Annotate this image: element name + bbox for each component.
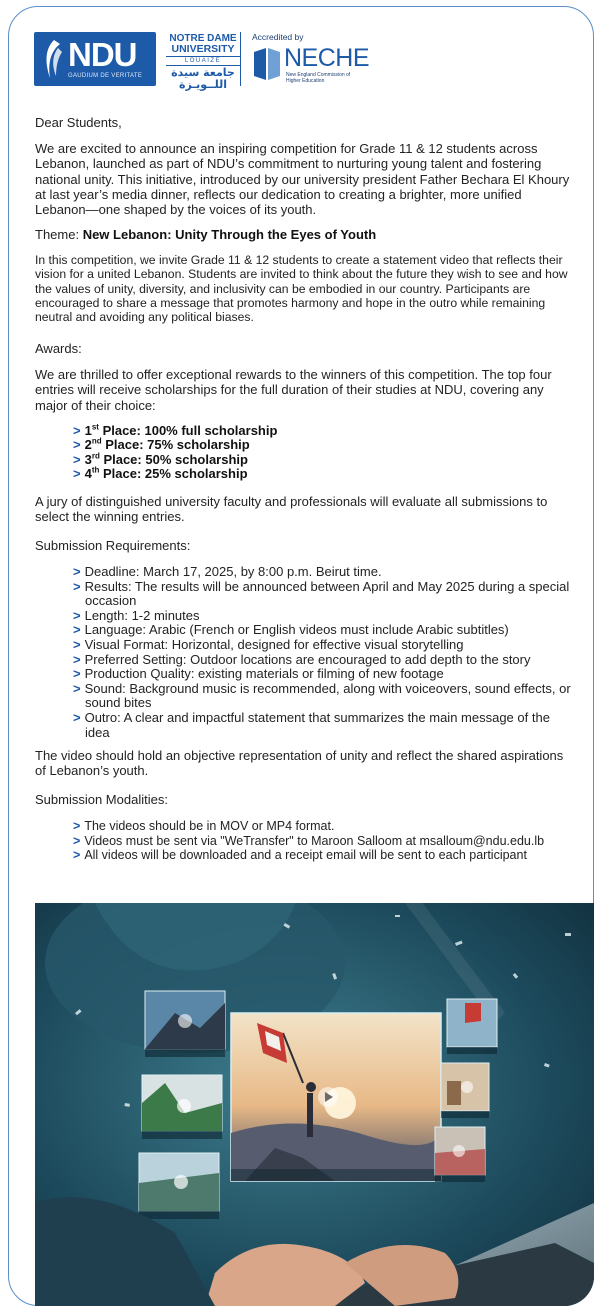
theme-title: New Lebanon: Unity Through the Eyes of Youth <box>82 227 377 242</box>
bullet-arrow-icon: > <box>73 423 81 438</box>
bullet-arrow-icon: > <box>73 833 81 848</box>
requirement-item-text: Language: Arabic (French or English videos must include Arabic subtitles) <box>84 622 509 638</box>
bullet-arrow-icon: > <box>73 680 81 696</box>
bullet-arrow-icon: > <box>73 564 81 579</box>
award-text: Place: 50% scholarship <box>99 451 248 467</box>
requirements-heading: Submission Requirements: <box>35 538 191 553</box>
awards-paragraph: We are thrilled to offer exceptional rewards to the winners of this competition. The top four entries will receive scholarships for the full duration of their studies at NDU, covering any major of their choice: <box>35 367 552 413</box>
neche-book-icon <box>252 46 282 82</box>
uni-arabic-2: اللــويـزة <box>178 78 228 91</box>
bullet-arrow-icon: > <box>73 622 81 638</box>
ndu-wordmark: NDU <box>68 36 137 73</box>
bullet-arrow-icon: > <box>73 578 81 594</box>
award-item <box>73 438 277 452</box>
requirement-item <box>73 580 573 609</box>
description-paragraph: In this competition, we invite Grade 11 & 12 students to create a statement video that reflects their vision for a united Lebanon. Students are invited to think about the future they wish to see and how the values of unity, diversity, and inclusivity can be embodied in our country. Participants are encouraged to share a message that promotes harmony and hope in the outro while remaining neutral and avoiding any political biases. <box>35 253 568 325</box>
theme-line <box>35 227 376 242</box>
bullet-arrow-icon: > <box>73 709 81 725</box>
award-item <box>73 453 277 467</box>
greeting: Dear Students, <box>35 115 122 130</box>
requirement-item <box>73 711 573 740</box>
requirement-item-text: Deadline: March 17, 2025, by 8:00 p.m. Beirut time. <box>84 564 382 579</box>
requirement-item-text: Sound: Background music is recommended, along with voiceovers, sound effects, or sound bites <box>84 680 571 711</box>
video-editing-illustration <box>35 903 594 1306</box>
neche-name: NECHE <box>284 44 370 72</box>
requirement-item <box>73 682 573 711</box>
bullet-arrow-icon: > <box>73 451 81 467</box>
award-text: Place: 75% scholarship <box>101 437 250 453</box>
modality-item <box>73 819 573 834</box>
award-item <box>73 467 277 481</box>
ndu-emblem-icon <box>40 38 64 80</box>
header-divider <box>240 32 241 86</box>
awards-heading: Awards: <box>35 341 82 356</box>
award-rank: 3 <box>84 451 92 467</box>
thumbnail-left-2 <box>142 1075 222 1139</box>
requirement-item-text: Results: The results will be announced between April and May 2025 during a special occasion <box>84 578 570 609</box>
requirement-item <box>73 623 573 638</box>
requirement-item-text: Production Quality: existing materials or filming of new footage <box>84 666 444 682</box>
neche-subtitle: New England Commission of Higher Education <box>286 72 351 84</box>
ndu-logo <box>34 32 156 86</box>
award-rank-suffix: rd <box>91 451 100 461</box>
requirement-item-text: Visual Format: Horizontal, designed for effective visual storytelling <box>84 636 464 652</box>
thumbnail-left-1 <box>145 991 225 1057</box>
uni-line-1: NOTRE DAME <box>169 33 237 44</box>
hero-photo <box>35 903 594 1306</box>
awards-list <box>73 424 277 481</box>
uni-line-2: UNIVERSITY <box>171 43 235 55</box>
award-rank: 4 <box>84 465 92 481</box>
bullet-arrow-icon: > <box>73 651 81 667</box>
university-name <box>160 34 246 90</box>
bullet-arrow-icon: > <box>73 437 81 453</box>
award-text: Place: 100% full scholarship <box>98 423 278 438</box>
thumbnail-right-1 <box>447 999 497 1054</box>
requirement-item-text: Length: 1-2 minutes <box>84 607 200 623</box>
requirement-item-text: Outro: A clear and impactful statement that summarizes the main message of the idea <box>84 709 550 740</box>
modality-item <box>73 834 573 849</box>
bullet-arrow-icon: > <box>73 607 81 623</box>
requirement-item <box>73 565 573 580</box>
thumbnail-right-3 <box>435 1127 485 1182</box>
theme-label: Theme: <box>35 227 83 242</box>
objective-paragraph: The video should hold an objective representation of unity and reflect the shared aspirations of Lebanon’s youth. <box>35 748 564 779</box>
thumbnail-right-2 <box>441 1063 489 1118</box>
bullet-arrow-icon: > <box>73 465 81 481</box>
award-rank-suffix: th <box>91 465 100 475</box>
award-rank: 2 <box>84 437 92 453</box>
modality-item-text: The videos should be in MOV or MP4 format. <box>84 819 335 833</box>
modality-item-text: Videos must be sent via "WeTransfer" to Maroon Salloom at msalloum@ndu.edu.lb <box>84 833 545 848</box>
modality-item-text: All videos will be downloaded and a receipt email will be sent to each participant <box>84 848 527 863</box>
modalities-heading: Submission Modalities: <box>35 792 168 807</box>
requirements-list <box>73 565 573 740</box>
modality-item <box>73 848 573 863</box>
uni-line-3: LOUAIZE <box>166 56 240 66</box>
header <box>34 32 394 91</box>
uni-arabic-1: جامعة سيدة <box>171 66 235 79</box>
requirement-item <box>73 653 573 668</box>
requirement-item <box>73 609 573 624</box>
requirement-item <box>73 667 573 682</box>
bullet-arrow-icon: > <box>73 848 81 863</box>
bullet-arrow-icon: > <box>73 819 81 833</box>
intro-paragraph: We are excited to announce an inspiring competition for Grade 11 & 12 students across Lebanon, launched as part of NDU’s commitment to nurturing young talent and fostering national unity. This initiative, introduced by our university president Father Bechara El Khoury at last year’s media dinner, reflects our dedication to creating a brighter, more unified Lebanon—one shaped by the voices of its youth. <box>35 141 570 218</box>
jury-paragraph: A jury of distinguished university faculty and professionals will evaluate all submissions to select the winning entries. <box>35 494 548 525</box>
award-text: Place: 25% scholarship <box>99 465 248 481</box>
requirement-item <box>73 638 573 653</box>
bullet-arrow-icon: > <box>73 636 81 652</box>
award-rank-suffix: nd <box>91 436 102 446</box>
accredited-by-label: Accredited by <box>252 32 304 42</box>
award-rank-suffix: st <box>91 422 99 432</box>
modalities-list <box>73 819 573 863</box>
bullet-arrow-icon: > <box>73 666 81 682</box>
ndu-motto: GAUDIUM DE VERITATE <box>68 73 143 79</box>
thumbnail-left-3 <box>139 1153 219 1219</box>
requirement-item-text: Preferred Setting: Outdoor locations are encouraged to add depth to the story <box>84 651 531 667</box>
award-rank: 1 <box>84 423 92 438</box>
